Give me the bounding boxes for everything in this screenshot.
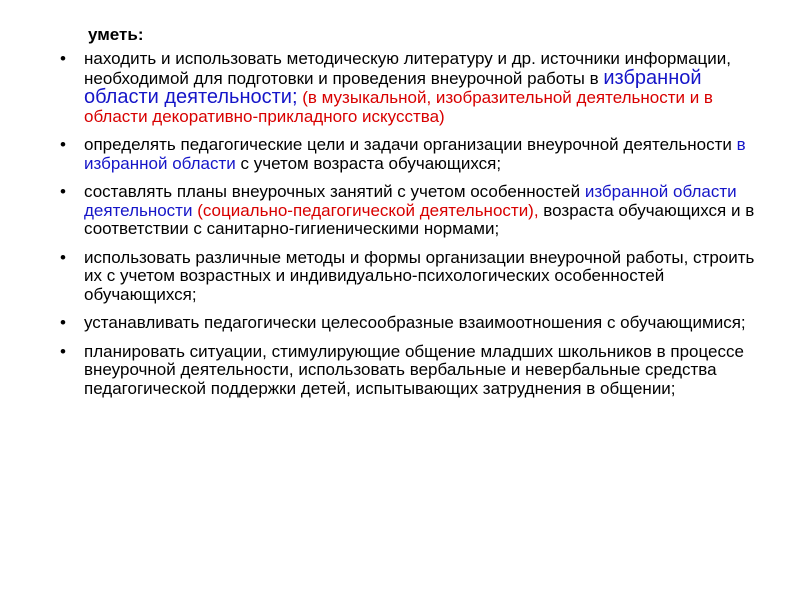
section-heading: уметь:: [88, 25, 144, 44]
item-text: устанавливать педагогически целесообразные взаимоотношения с обучающимися;: [84, 313, 746, 332]
skills-list: [0, 50, 760, 408]
item-emphasis-blue: в избранной области: [84, 135, 746, 173]
bullet-icon: •: [60, 313, 66, 332]
bullet-icon: •: [60, 182, 66, 201]
list-item: [0, 343, 760, 399]
item-text: определять педагогические цели и задачи организации внеурочной деятельности: [84, 135, 737, 154]
item-text: возраста обучающихся и в соответствии с санитарно-гигиеническими нормами;: [84, 200, 755, 238]
item-emphasis-red: (в музыкальной, изобразительной деятельности и в области декоративно-прикладного искусства): [84, 88, 713, 126]
item-text: с учетом возраста обучающихся;: [235, 153, 502, 173]
item-text: составлять планы внеурочных занятий с учетом особенностей: [84, 182, 585, 201]
item-emphasis-red: (социально-педагогической деятельности),: [192, 200, 539, 220]
bullet-icon: •: [60, 135, 66, 154]
item-text: планировать ситуации, стимулирующие общение младших школьников в процессе внеурочной деятельности, использовать вербальные и невербальные средства педагогической поддержки детей, испытывающих затруднения в общении;: [84, 341, 744, 398]
list-item: [0, 249, 760, 305]
bullet-icon: •: [60, 49, 66, 68]
item-text: находить и использовать методическую литературу и др. источники информации, необходимой для подготовки и проведения внеурочной работы в: [84, 49, 731, 88]
list-item: [0, 50, 760, 126]
list-item: [0, 183, 760, 239]
list-item: [0, 314, 760, 333]
item-emphasis-blue: избранной области деятельности;: [84, 66, 702, 108]
list-item: [0, 136, 760, 173]
bullet-icon: •: [60, 247, 66, 267]
bullet-icon: •: [60, 341, 66, 361]
item-text: использовать различные методы и формы организации внеурочной работы, строить их с учетом возрастных и индивидуально-психологических особенностей обучающихся;: [84, 247, 755, 304]
item-emphasis-blue: избранной области деятельности: [84, 182, 737, 220]
